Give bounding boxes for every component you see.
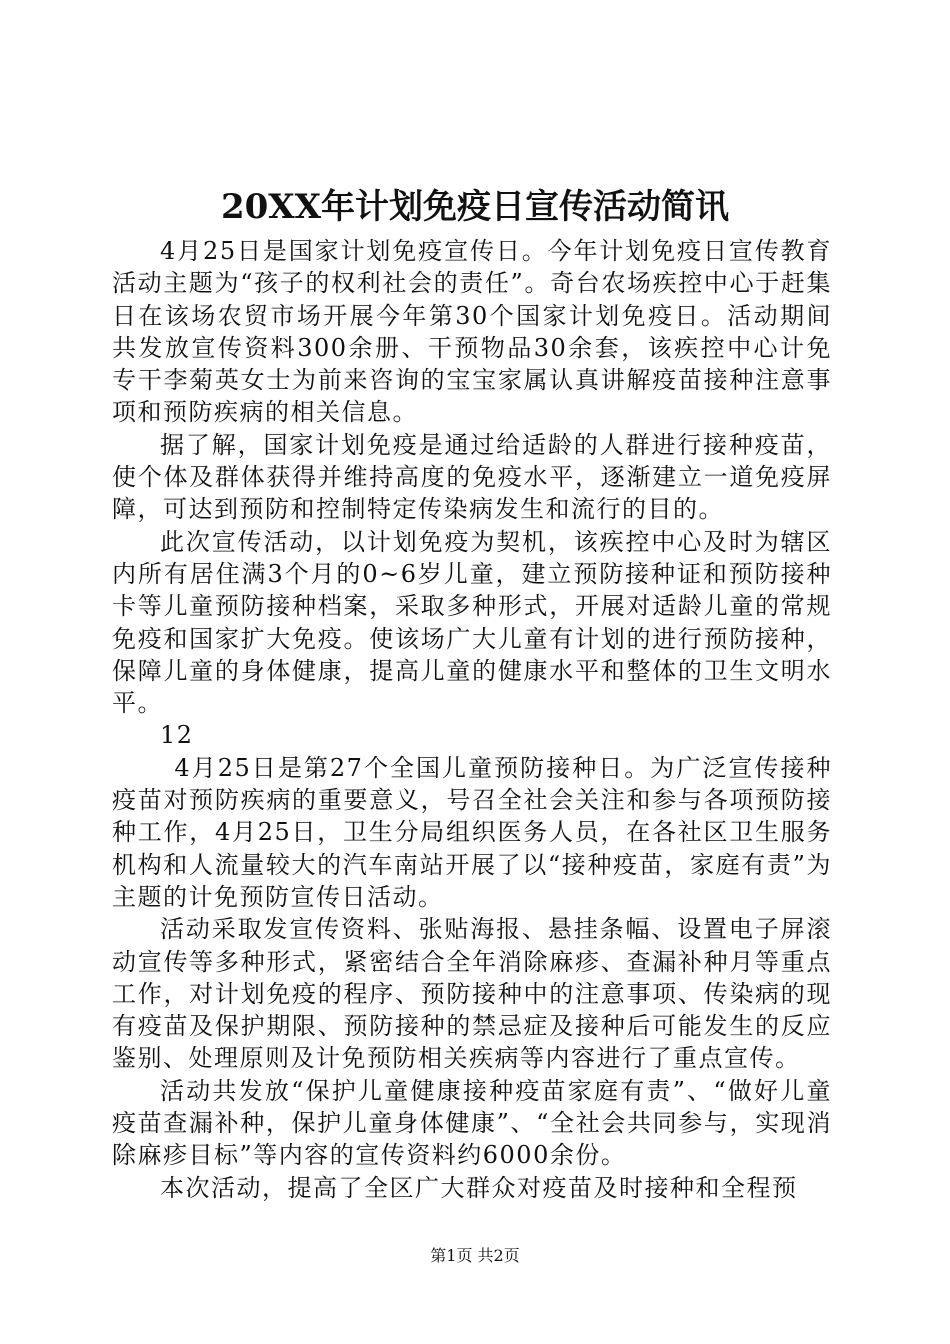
page-footer: 第1页 共2页 xyxy=(430,1246,520,1265)
paragraph: 此次宣传活动，以计划免疫为契机，该疾控中心及时为辖区内所有居住满3个月的0~6岁儿童，建立预防接种证和预防接种卡等儿童预防接种档案，采取多种形式，开展对适龄儿童的常规免疫和国家扩大免疫。使该场广大儿童有计划的进行预防接种，保障儿童的身体健康，提高儿童的健康水平和整体的卫生文明水平。 xyxy=(112,527,832,718)
paragraph: 活动采取发宣传资料、张贴海报、悬挂条幅、设置电子屏滚动宣传等多种形式，紧密结合全年消除麻疹、查漏补种月等重点工作，对计划免疫的程序、预防接种中的注意事项、传染病的现有疫苗及保护期限、预防接种的禁忌症及接种后可能发生的反应鉴别、处理原则及计免预防相关疾病等内容进行了重点宣传。 xyxy=(112,915,832,1073)
paragraph: 4月25日是国家计划免疫宣传日。今年计划免疫日宣传教育活动主题为“孩子的权利社会的责任”。奇台农场疾控中心于赶集日在该场农贸市场开展今年第30个国家计划免疫日。活动期间共发放宣传资料300余册、干预物品30余套，该疾控中心计免专干李菊英女士为前来咨询的宝宝家属认真讲解疫苗接种注意事项和预防疾病的相关信息。 xyxy=(112,237,832,427)
paragraph-number: 12 xyxy=(160,721,194,750)
document-body xyxy=(112,235,832,1204)
paragraph: 4月25日是第27个全国儿童预防接种日。为广泛宣传接种疫苗对预防疾病的重要意义，号召全社会关注和参与各项预防接种工作，4月25日，卫生分局组织医务人员，在各社区卫生服务机构和人流量较大的汽车南站开展了以“接种疫苗，家庭有责”为主题的计免预防宣传日活动。 xyxy=(112,753,832,911)
paragraph: 本次活动，提高了全区广大群众对疫苗及时接种和全程预 xyxy=(160,1173,798,1202)
paragraph: 据了解，国家计划免疫是通过给适龄的人群进行接种疫苗，使个体及群体获得并维持高度的免疫水平，逐渐建立一道免疫屏障，可达到预防和控制特定传染病发生和流行的目的。 xyxy=(112,430,832,524)
paragraph: 活动共发放“保护儿童健康接种疫苗家庭有责”、“做好儿童疫苗查漏补种，保护儿童身体健康”、“全社会共同参与，实现消除麻疹目标”等内容的宣传资料约6000余份。 xyxy=(112,1076,832,1170)
document-title: 20XX年计划免疫日宣传活动简讯 xyxy=(220,187,730,227)
